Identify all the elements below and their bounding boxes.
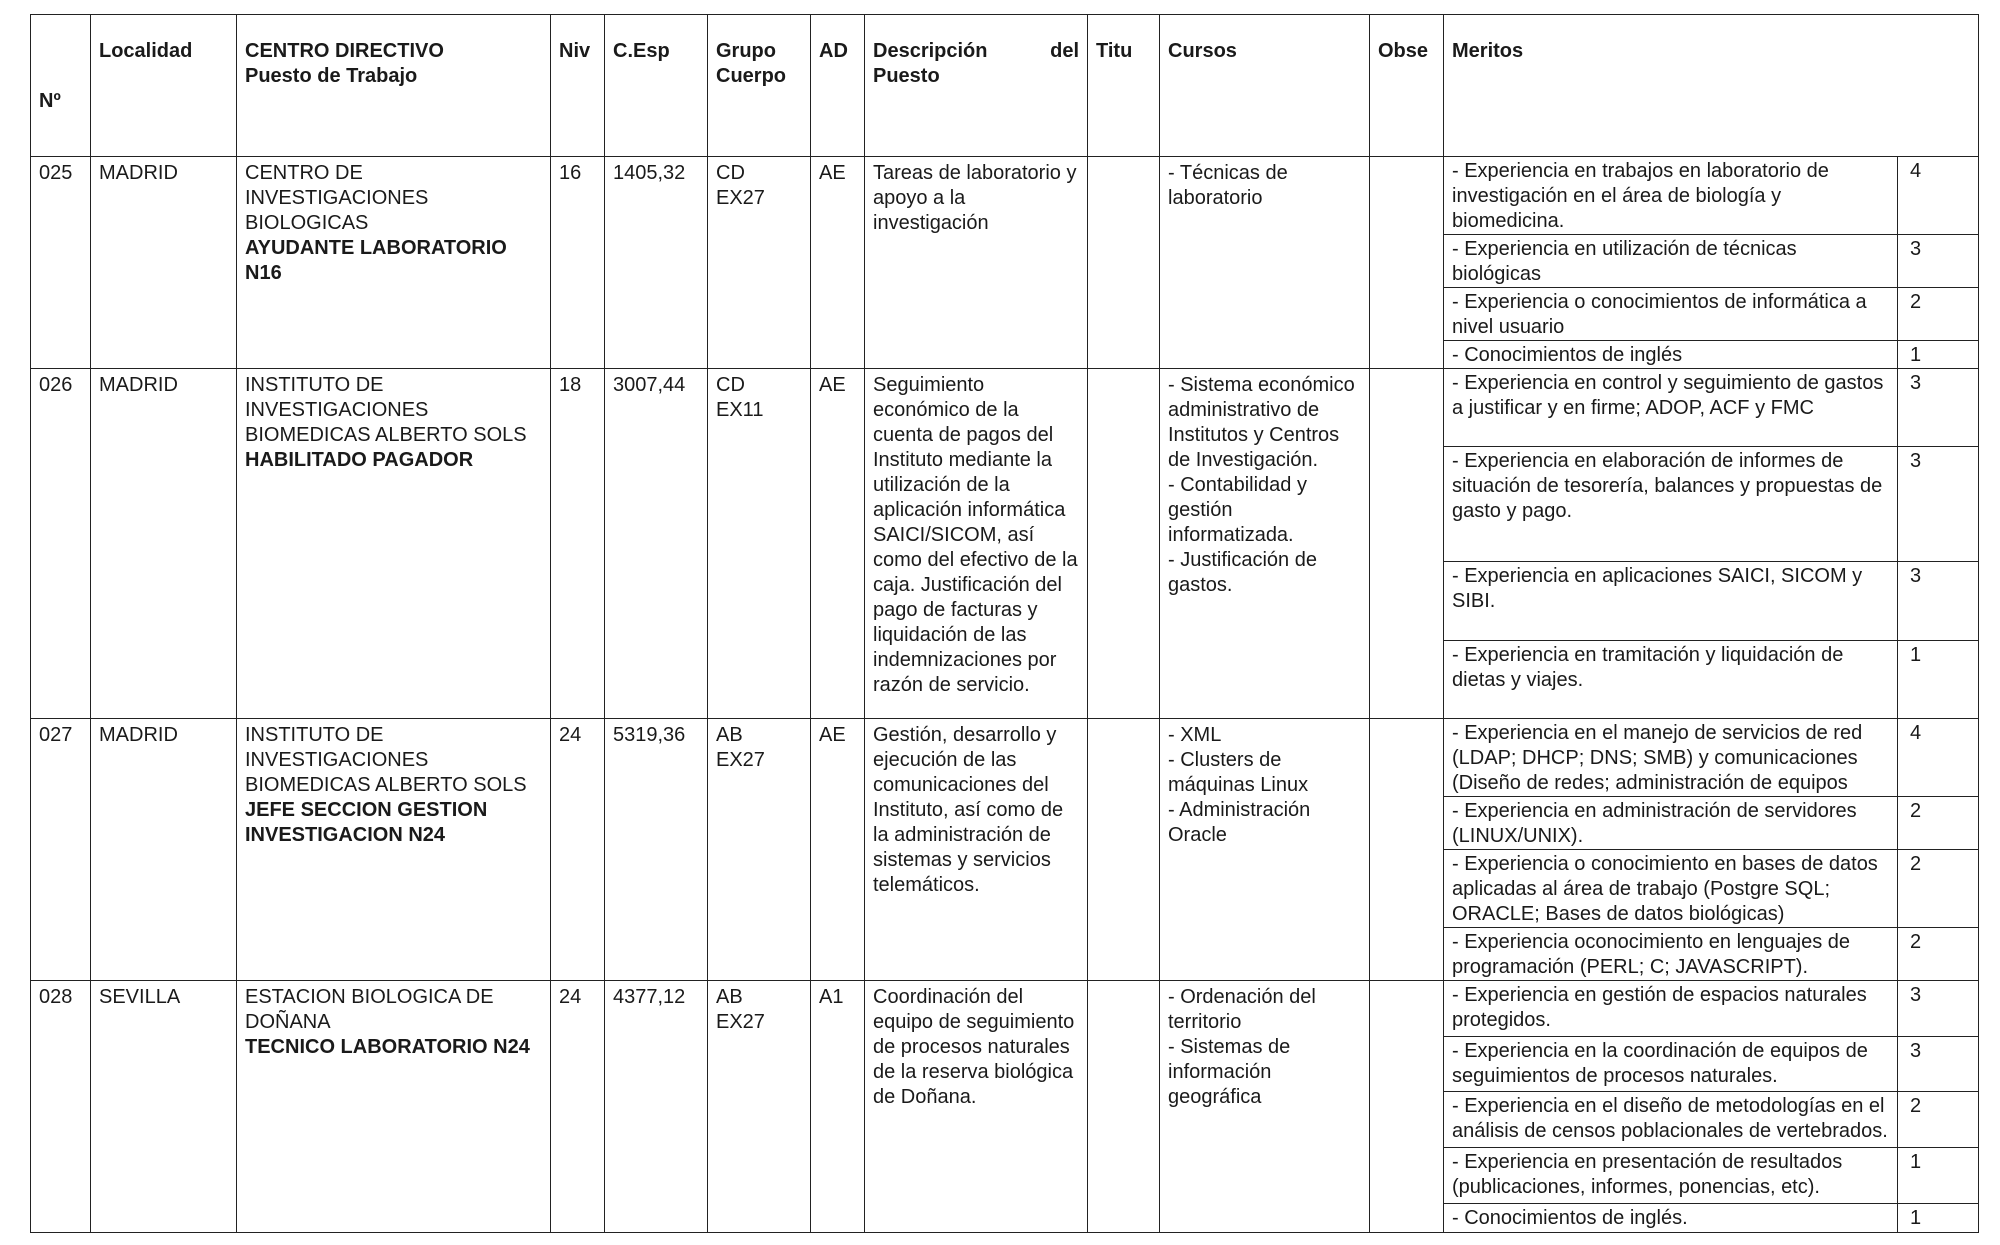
cell-grupo [708,981,811,1233]
cell-text: MADRID [99,162,178,184]
merit-score: 4 [1898,719,1979,797]
cell-text: Coordinación del equipo de seguimiento de procesos naturales de la reserva biológica de Doñana. [873,986,1075,1108]
cell-cursos [1160,369,1370,719]
cell-centro [237,369,551,719]
cell-text: 16 [559,162,582,184]
merit-text: - Experiencia o conocimiento en bases de datos aplicadas al área de trabajo (Postgre SQL; ORACLE; Bases de datos biológicas) [1444,850,1898,928]
header-niv: Niv [551,15,605,157]
cell-text: - XML [1168,724,1222,746]
table-row [31,719,1979,981]
cell-meritos [1444,369,1979,719]
merit-score: 2 [1898,928,1979,981]
header-num: Nº [31,15,91,157]
cell-ad [811,369,865,719]
cell-text: HABILITADO PAGADOR [245,449,474,471]
merit-text: - Experiencia en elaboración de informes de situación de tesorería, balances y propuestas de gasto y pago. [1444,447,1898,562]
cell-localidad [91,157,237,369]
cell-text: - Técnicas de laboratorio [1168,162,1288,209]
merit-text: - Experiencia en aplicaciones SAICI, SICOM y SIBI. [1444,562,1898,640]
merit-score: 3 [1898,981,1979,1036]
cell-text: INSTITUTO DE INVESTIGACIONES BIOMEDICAS ALBERTO SOLS [245,724,527,796]
cell-text: 1405,32 [613,162,686,184]
header-row [31,15,1979,157]
merits-table [1444,719,1978,980]
merit-row [1444,1036,1978,1092]
header-titu: Titu [1088,15,1160,157]
cell-obse [1370,369,1444,719]
cell-text: 025 [39,162,73,184]
merit-text: - Experiencia en utilización de técnicas biológicas [1444,235,1898,288]
cell-niv [551,157,605,369]
cell-centro [237,981,551,1233]
merit-score: 2 [1898,288,1979,341]
merit-text: - Experiencia en presentación de resultados (publicaciones, informes, ponencias, etc). [1444,1147,1898,1203]
cell-text: MADRID [99,374,178,396]
cell-obse [1370,719,1444,981]
merit-row [1444,235,1978,288]
cell-text: AE [819,374,846,396]
document-page [30,14,1978,1230]
merit-row [1444,1147,1978,1203]
cell-text: Seguimiento económico de la cuenta de pagos del Instituto mediante la utilización de la aplicación informática SAICI/SICOM, así como del efectivo de la caja. Justificación del pago de facturas y liquidación de las indemnizaciones por razón de servicio. [873,374,1078,696]
cell-text: 24 [559,986,582,1008]
merit-row [1444,369,1978,447]
cell-text: 18 [559,374,582,396]
merit-row [1444,797,1978,850]
cell-text: CD [716,374,745,396]
cell-localidad [91,369,237,719]
cell-text: 3007,44 [613,374,686,396]
merit-row [1444,719,1978,797]
cell-text: 028 [39,986,73,1008]
merits-table [1444,157,1978,368]
cell-niv [551,369,605,719]
merit-text: - Conocimientos de inglés [1452,344,1683,366]
cell-num [31,719,91,981]
cell-descripcion [865,369,1088,719]
cell-ad [811,981,865,1233]
cell-cursos [1160,157,1370,369]
merit-row [1444,562,1978,640]
cell-cesp [605,157,708,369]
cell-text: EX27 [716,1011,765,1033]
cell-text: AE [819,724,846,746]
cell-num [31,157,91,369]
merit-row [1444,341,1978,369]
cell-titu [1088,369,1160,719]
cell-localidad [91,719,237,981]
merit-row [1444,447,1978,562]
cell-text: JEFE SECCION GESTION INVESTIGACION N24 [245,799,488,846]
cell-text: 027 [39,724,73,746]
merit-row [1444,288,1978,341]
merit-score: 3 [1898,562,1979,640]
merit-score: 2 [1898,797,1979,850]
merit-row [1444,1092,1978,1148]
merit-score: 1 [1898,1147,1979,1203]
merit-score: 2 [1898,850,1979,928]
cell-text: SEVILLA [99,986,181,1008]
cell-niv [551,981,605,1233]
cell-descripcion [865,157,1088,369]
merit-text: - Experiencia en la coordinación de equipos de seguimientos de procesos naturales. [1444,1036,1898,1092]
merit-row [1444,850,1978,928]
cell-grupo [708,719,811,981]
merit-text: - Conocimientos de inglés. [1452,1206,1688,1229]
merit-text: - Experiencia oconocimiento en lenguajes de programación (PERL; C; JAVASCRIPT). [1452,931,1851,978]
cell-grupo [708,157,811,369]
cell-meritos [1444,157,1979,369]
cell-text: TECNICO LABORATORIO N24 [245,1036,530,1058]
merit-score: 3 [1898,1036,1979,1092]
table-row [31,981,1979,1233]
cell-text: MADRID [99,724,178,746]
cell-text: 5319,36 [613,724,686,746]
cell-text: ESTACION BIOLOGICA DE DOÑANA [245,986,494,1033]
cell-text: 4377,12 [613,986,686,1008]
cell-titu [1088,157,1160,369]
table-row [31,157,1979,369]
cell-text: A1 [819,986,844,1008]
header-grupo: Grupo Cuerpo [708,15,811,157]
merit-row [1444,1203,1978,1232]
cell-text: CENTRO DE INVESTIGACIONES BIOLOGICAS [245,162,429,234]
cell-niv [551,719,605,981]
merit-score: 3 [1898,235,1979,288]
merit-row [1444,157,1978,235]
cell-text: Tareas de laboratorio y apoyo a la investigación [873,162,1077,234]
merit-text: - Experiencia en control y seguimiento de gastos a justificar y en firme; ADOP, ACF y FMC [1444,369,1898,447]
cell-text: AE [819,162,846,184]
cell-descripcion [865,981,1088,1233]
cell-text: - Justificación de gastos. [1168,549,1317,596]
merit-row [1444,640,1978,718]
cell-num [31,369,91,719]
cell-centro [237,157,551,369]
cell-cursos [1160,981,1370,1233]
cell-obse [1370,157,1444,369]
cell-cesp [605,719,708,981]
merit-text: - Experiencia en tramitación y liquidación de dietas y viajes. [1452,643,1844,691]
header-centro: CENTRO DIRECTIVO Puesto de Trabajo [237,15,551,157]
header-cesp: C.Esp [605,15,708,157]
cell-text: AB [716,986,743,1008]
merit-score: 4 [1898,157,1979,235]
cell-obse [1370,981,1444,1233]
merit-score: 3 [1898,369,1979,447]
cell-num [31,981,91,1233]
cell-text: Gestión, desarrollo y ejecución de las comunicaciones del Instituto, así como de la administración de sistemas y servicios telemáticos. [873,724,1064,896]
merit-score: 1 [1898,341,1979,369]
cell-text: - Ordenación del territorio [1168,986,1316,1033]
cell-centro [237,719,551,981]
cell-text: - Contabilidad y gestión informatizada. [1168,474,1307,546]
cell-cursos [1160,719,1370,981]
cell-localidad [91,981,237,1233]
header-cursos: Cursos [1160,15,1370,157]
cell-text: EX11 [716,399,764,421]
merit-text: - Experiencia en el manejo de servicios de red (LDAP; DHCP; DNS; SMB) y comunicaciones (Diseño de redes; administración de equipos [1444,719,1898,797]
header-meritos: Meritos [1444,15,1979,157]
cell-text: INSTITUTO DE INVESTIGACIONES BIOMEDICAS ALBERTO SOLS [245,374,527,446]
vacancies-table [30,14,1979,1233]
cell-meritos [1444,981,1979,1233]
cell-ad [811,719,865,981]
merit-text: - Experiencia en administración de servidores (LINUX/UNIX). [1444,797,1898,850]
cell-text: AYUDANTE LABORATORIO N16 [245,237,507,284]
cell-text: EX27 [716,187,765,209]
merit-text: - Experiencia o conocimientos de informática a nivel usuario [1444,288,1898,341]
header-localidad: Localidad [91,15,237,157]
header-descripcion: Descripción del Puesto [865,15,1088,157]
merit-text: - Experiencia en trabajos en laboratorio de investigación en el área de biología y biomedicina. [1444,157,1898,235]
cell-text: 24 [559,724,582,746]
cell-cesp [605,369,708,719]
merits-table [1444,369,1978,718]
merit-score: 3 [1898,447,1979,562]
header-ad: AD [811,15,865,157]
table-row [31,369,1979,719]
cell-titu [1088,719,1160,981]
merit-score: 1 [1898,1203,1979,1232]
cell-cesp [605,981,708,1233]
cell-text: - Sistemas de información geográfica [1168,1036,1291,1108]
cell-text: 026 [39,374,73,396]
merits-table [1444,981,1978,1232]
cell-text: EX27 [716,749,765,771]
header-obse: Obse [1370,15,1444,157]
cell-text: - Administración Oracle [1168,799,1311,846]
merit-text: - Experiencia en el diseño de metodologías en el análisis de censos poblacionales de vertebrados. [1444,1092,1898,1148]
merit-row [1444,981,1978,1036]
cell-grupo [708,369,811,719]
merit-text: - Experiencia en gestión de espacios naturales protegidos. [1444,981,1898,1036]
cell-text: - Sistema económico administrativo de Institutos y Centros de Investigación. [1168,374,1355,471]
cell-descripcion [865,719,1088,981]
cell-meritos [1444,719,1979,981]
cell-text: CD [716,162,745,184]
merit-row [1444,928,1978,981]
cell-text: - Clusters de máquinas Linux [1168,749,1309,796]
merit-score: 2 [1898,1092,1979,1148]
cell-titu [1088,981,1160,1233]
cell-text: AB [716,724,743,746]
merit-score: 1 [1898,640,1979,718]
cell-ad [811,157,865,369]
